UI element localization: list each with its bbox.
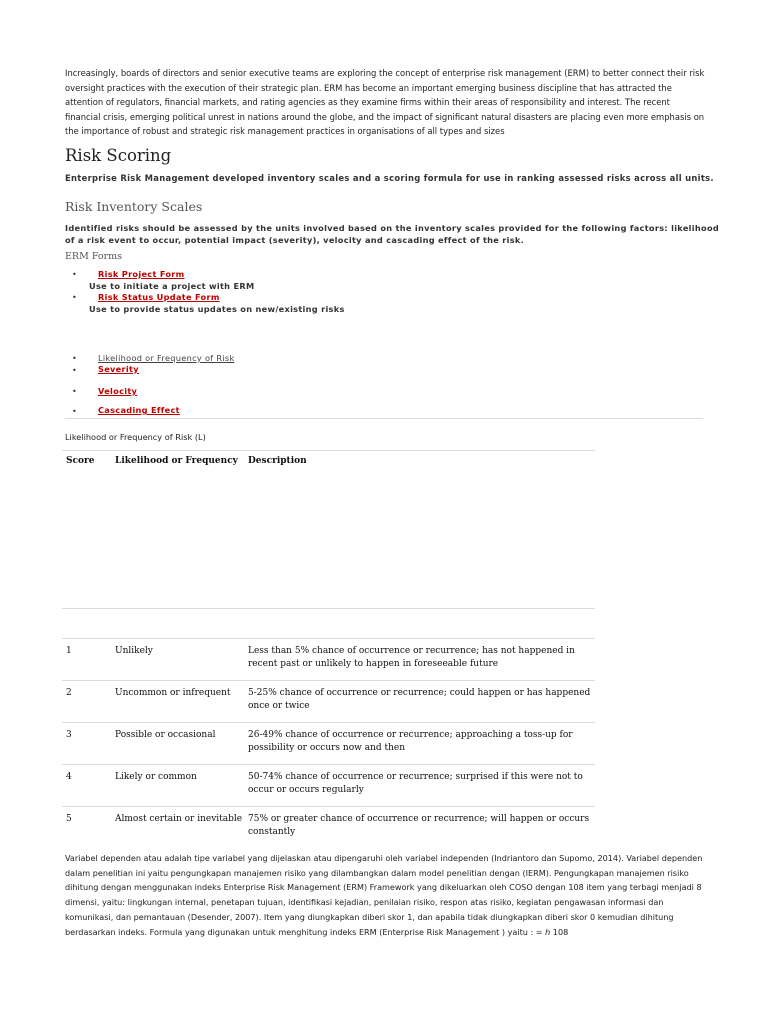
severity-link[interactable]: Severity bbox=[98, 364, 139, 374]
cell-likelihood: Uncommon or infrequent bbox=[115, 688, 231, 698]
risk-inventory-heading: Risk Inventory Scales bbox=[65, 199, 203, 214]
cascading-effect-link[interactable]: Cascading Effect bbox=[98, 405, 180, 415]
cell-likelihood: Unlikely bbox=[115, 646, 153, 656]
bullet-icon: • bbox=[72, 293, 77, 302]
cell-likelihood: Almost certain or inevitable bbox=[115, 814, 243, 824]
cell-description: 5-25% chance of occurrence or recurrence; could happen or has happened once or twice bbox=[248, 688, 591, 711]
risk-scoring-subtitle: Enterprise Risk Management developed inventory scales and a scoring formula for use in ranking assessed risks across all units. bbox=[65, 173, 714, 183]
cell-likelihood: Possible or occasional bbox=[115, 730, 216, 740]
table-rule bbox=[62, 764, 595, 765]
table-rule bbox=[62, 680, 595, 681]
erm-forms-heading: ERM Forms bbox=[65, 251, 123, 262]
risk-status-update-form-desc: Use to provide status updates on new/existing risks bbox=[89, 304, 345, 314]
risk-inventory-text: Identified risks should be assessed by the units involved based on the inventory scales provided for the following factors: likelihood of a risk event to occur, potential impact (severity), velocity and cascading effect of the risk. bbox=[65, 223, 720, 245]
risk-scoring-heading: Risk Scoring bbox=[65, 146, 172, 165]
bullet-icon: • bbox=[72, 387, 77, 396]
risk-project-form-desc: Use to initiate a project with ERM bbox=[89, 281, 255, 291]
cell-description: Less than 5% chance of occurrence or recurrence; has not happened in recent past or unlikely to happen in foreseeable future bbox=[248, 646, 575, 669]
table-rule bbox=[62, 608, 595, 609]
intro-paragraph: Increasingly, boards of directors and senior executive teams are exploring the concept of enterprise risk management (ERM) to better connect their risk oversight practices with the execution of their strategic plan. ERM has become an important emerging business discipline that has attracted the attention of regulators, financial markets, and rating agencies as they examine firms within their areas of responsibility and interest. The recent financial crisis, emerging political unrest in nations around the globe, and the impact of significant natural disasters are placing even more emphasis on the importance of robust and strategic risk management practices in organisations of all types and sizes bbox=[65, 68, 705, 137]
cell-score: 1 bbox=[66, 646, 72, 656]
risk-status-update-form-link[interactable]: Risk Status Update Form bbox=[98, 292, 220, 302]
table-rule bbox=[62, 722, 595, 723]
cell-score: 5 bbox=[66, 814, 72, 824]
cell-likelihood: Likely or common bbox=[115, 772, 197, 782]
cell-description: 50-74% chance of occurrence or recurrence; surprised if this were not to occur or occurs regularly bbox=[248, 772, 583, 795]
cell-score: 4 bbox=[66, 772, 72, 782]
section-divider bbox=[65, 418, 703, 419]
cell-score: 3 bbox=[66, 730, 72, 740]
velocity-link[interactable]: Velocity bbox=[98, 386, 138, 396]
header-likelihood: Likelihood or Frequency bbox=[115, 456, 238, 466]
table-rule bbox=[62, 638, 595, 639]
table-top-rule bbox=[62, 450, 595, 451]
cell-score: 2 bbox=[66, 688, 72, 698]
cell-description: 26-49% chance of occurrence or recurrence; approaching a toss-up for possibility or occurs now and then bbox=[248, 730, 573, 753]
risk-project-form-link[interactable]: Risk Project Form bbox=[98, 269, 185, 279]
header-description: Description bbox=[248, 456, 307, 466]
bullet-icon: • bbox=[72, 354, 77, 363]
bullet-icon: • bbox=[72, 407, 77, 416]
table-caption: Likelihood or Frequency of Risk (L) bbox=[65, 432, 206, 442]
likelihood-link[interactable]: Likelihood or Frequency of Risk bbox=[98, 353, 235, 363]
table-rule bbox=[62, 806, 595, 807]
header-score: Score bbox=[66, 456, 95, 466]
outro-paragraph: Variabel dependen atau adalah tipe variabel yang dijelaskan atau dipengaruhi oleh variabel independen (Indriantoro dan Supomo, 2014). Variabel dependen dalam penelitian ini yaitu pengungkapan manajemen risiko yang dilambangkan dalam model penelitian dengan (IERM). Pengungkapan manajemen risiko dihitung dengan menggunakan indeks Enterprise Risk Management (ERM) Framework yang dikeluarkan oleh COSO dengan 108 item yang terbagi menjadi 8 dimensi, yaitu: lingkungan internal, penetapan tujuan, identifikasi kejadian, penilaian risiko, respon atas risiko, kegiatan pengawasan informasi dan komunikasi, dan pemantauan (Desender, 2007). Item yang diungkapkan diberi skor 1, dan apabila tidak diungkapkan diberi skor 0 kemudian dihitung berdasarkan indeks. Formula yang digunakan untuk menghitung indeks ERM (Enterprise Risk Management ) yaitu : = ℎ 108 bbox=[65, 853, 703, 937]
bullet-icon: • bbox=[72, 270, 77, 279]
bullet-icon: • bbox=[72, 366, 77, 375]
cell-description: 75% or greater chance of occurrence or recurrence; will happen or occurs constantly bbox=[248, 814, 590, 837]
